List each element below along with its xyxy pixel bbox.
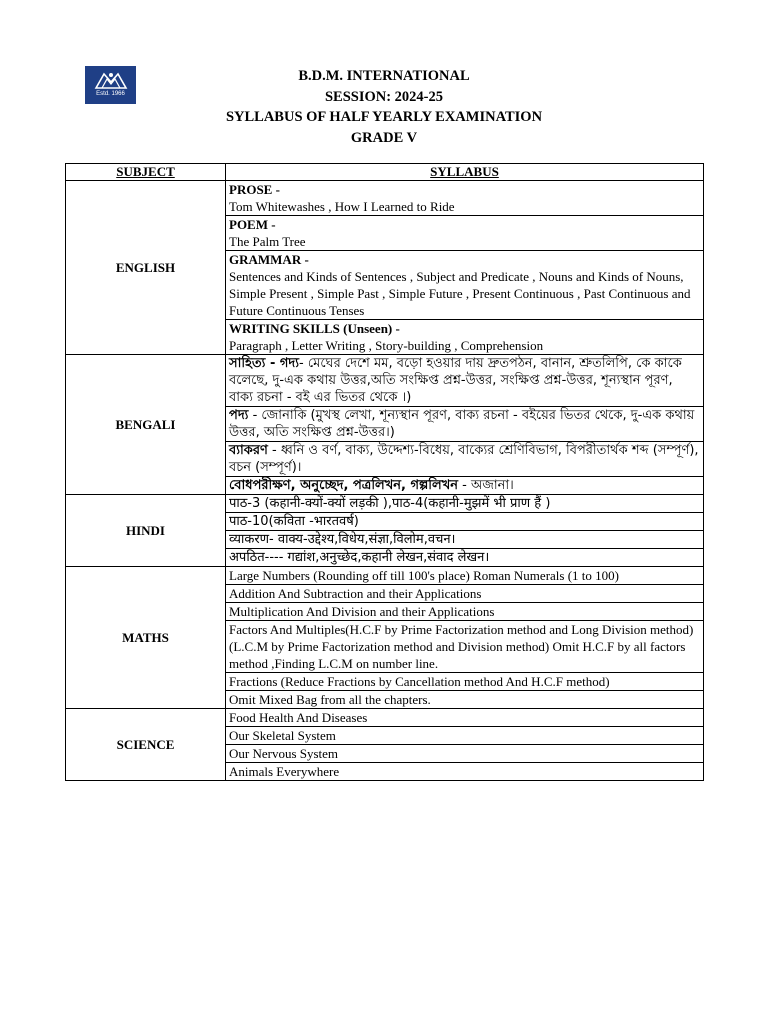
subject-hindi: HINDI [66,495,226,567]
section-body: - মেঘের দেশে মম, বড়ো হওয়ার দায় দ্রুতপঠন, বানান, শ্রুতলিপি, কে কাকে বলেছে, দু-এক কথায় উত্তর,অতি সংক্ষিপ্ত প্রশ্ন-উত্তর, সংক্ষিপ্ত প্রশ্ন-উত্তর, শূন্যস্থান পূরণ, বাক্য রচনা - বই এর ভিতর থেকে ।) [229,356,682,405]
section-heading: PROSE - [229,182,280,197]
table-row [66,567,704,585]
syllabus-cell [226,442,704,477]
section-heading: পদ্য [229,408,249,423]
subject-maths: MATHS [66,567,226,709]
section-heading: WRITING SKILLS (Unseen) - [229,321,400,336]
subject-column-header: SUBJECT [66,164,226,181]
syllabus-cell: व्याकरण- वाक्य-उद्देश्य,विधेय,संज्ञा,विलोम,वचन। [226,531,704,549]
table-row [66,709,704,727]
exam-title: SYLLABUS OF HALF YEARLY EXAMINATION [225,109,543,125]
syllabus-cell: Animals Everywhere [226,763,704,781]
syllabus-cell: Multiplication And Division and their Applications [226,603,704,621]
table-row [66,495,704,513]
syllabus-cell [226,407,704,442]
syllabus-cell [226,251,704,320]
grade-line: GRADE V [350,129,418,146]
syllabus-cell: पाठ-10(कविता -भारतवर्ष) [226,513,704,531]
section-body: Paragraph , Letter Writing , Story-building , Comprehension [229,338,544,353]
section-heading: বোধপরীক্ষণ, অনুচ্ছেদ, পত্রলিখন, গল্পলিখন [229,478,459,493]
section-heading: ব্যাকরণ [229,443,268,458]
table-row [66,355,704,407]
section-body: Tom Whitewashes , How I Learned to Ride [229,199,455,214]
session-line: SESSION: 2024-25 [324,88,444,105]
logo-established-text: Estd. 1966 [96,91,125,97]
syllabus-cell: Food Health And Diseases [226,709,704,727]
section-heading: সাহিত্য - গদ্য [229,356,299,371]
syllabus-cell: अपठित---- गद्यांश,अनुच्छेद,कहानी लेखन,संवाद लेखन। [226,549,704,567]
section-body: - জোনাকি (মুখস্থ লেখা, শূন্যস্থান পূরণ, বাক্য রচনা - বইয়ের ভিতর থেকে, দু-এক কথায় উত্তর, অতি সংক্ষিপ্ত প্রশ্ন-উত্তর।) [229,408,695,440]
syllabus-cell [226,216,704,251]
section-heading: GRAMMAR - [229,252,309,267]
document-header [0,66,768,148]
syllabus-cell: Our Skeletal System [226,727,704,745]
syllabus-cell [226,477,704,495]
syllabus-cell: Our Nervous System [226,745,704,763]
syllabus-cell: Addition And Subtraction and their Applications [226,585,704,603]
table-header-row [66,164,704,181]
subject-bengali: BENGALI [66,355,226,495]
table-row [66,181,704,216]
syllabus-cell [226,181,704,216]
section-body: Sentences and Kinds of Sentences , Subject and Predicate , Nouns and Kinds of Nouns, Simple Present , Simple Past , Simple Future , Present Continuous , Past Continuous and Future Continuous Tenses [229,269,691,318]
syllabus-table [65,163,704,781]
syllabus-cell: Omit Mixed Bag from all the chapters. [226,691,704,709]
syllabus-cell: Factors And Multiples(H.C.F by Prime Factorization method and Long Division method)(L.C.M by Prime Factorization method and Division method) Omit H.C.F by all factors method ,Finding L.C.M on number line. [226,621,704,673]
syllabus-cell [226,320,704,355]
section-body: - অজানা। [458,478,514,493]
school-name: B.D.M. INTERNATIONAL [298,68,470,84]
subject-english: ENGLISH [66,181,226,355]
section-heading: POEM - [229,217,276,232]
syllabus-cell [226,355,704,407]
section-body: - ধ্বনি ও বর্ণ, বাক্য, উদ্দেশ্য-বিধেয়, বাক্যের শ্রেণিবিভাগ, বিপরীতার্থক শব্দ (সম্পূর্ণ), বচন (সম্পূর্ণ)। [229,443,699,475]
syllabus-cell: Fractions (Reduce Fractions by Cancellation method And H.C.F method) [226,673,704,691]
syllabus-cell: पाठ-3 (कहानी-क्यों-क्यों लड़की ),पाठ-4(कहानी-मुझमें भी प्राण हैं ) [226,495,704,513]
syllabus-column-header: SYLLABUS [226,164,704,181]
section-body: The Palm Tree [229,234,306,249]
syllabus-cell: Large Numbers (Rounding off till 100's place) Roman Numerals (1 to 100) [226,567,704,585]
subject-science: SCIENCE [66,709,226,781]
